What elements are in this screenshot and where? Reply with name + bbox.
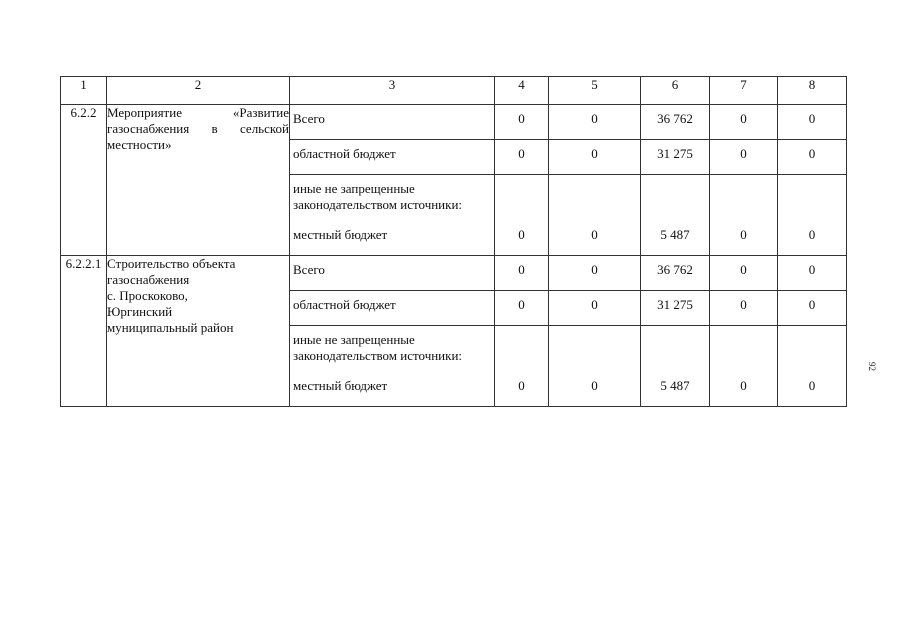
table-row bbox=[61, 105, 847, 140]
value-cell bbox=[549, 326, 641, 407]
local-budget-label: местный бюджет bbox=[293, 227, 388, 242]
value-text: 0 bbox=[518, 378, 525, 393]
source-label bbox=[290, 326, 495, 407]
value-text: 0 bbox=[740, 378, 747, 393]
page-number: 92 bbox=[867, 362, 877, 371]
value-cell bbox=[495, 175, 549, 256]
item-name-line: с. Проскоково, bbox=[107, 288, 188, 303]
value-cell: 0 bbox=[778, 291, 847, 326]
header-cell: 2 bbox=[107, 77, 290, 105]
value-cell: 31 275 bbox=[641, 291, 710, 326]
source-label: Всего bbox=[290, 105, 495, 140]
value-cell: 0 bbox=[778, 140, 847, 175]
header-cell: 3 bbox=[290, 77, 495, 105]
value-cell: 0 bbox=[710, 140, 778, 175]
item-name-line: Строительство объекта bbox=[107, 256, 236, 271]
value-cell: 0 bbox=[710, 291, 778, 326]
value-text: 0 bbox=[808, 378, 816, 393]
value-cell bbox=[641, 326, 710, 407]
source-label-line: иные не запрещенные bbox=[293, 332, 415, 347]
value-cell: 0 bbox=[549, 291, 641, 326]
header-row bbox=[61, 77, 847, 105]
header-cell: 8 bbox=[778, 77, 847, 105]
item-name bbox=[107, 105, 290, 256]
value-cell bbox=[778, 175, 847, 256]
value-cell bbox=[549, 175, 641, 256]
header-cell: 6 bbox=[641, 77, 710, 105]
value-cell bbox=[710, 326, 778, 407]
value-cell: 36 762 bbox=[641, 256, 710, 291]
item-name bbox=[107, 256, 290, 407]
value-cell: 0 bbox=[549, 105, 641, 140]
item-name-line: газоснабжения bbox=[107, 272, 190, 287]
header-cell: 4 bbox=[495, 77, 549, 105]
source-label: Всего bbox=[290, 256, 495, 291]
value-cell: 0 bbox=[549, 256, 641, 291]
value-cell: 0 bbox=[495, 140, 549, 175]
value-cell bbox=[710, 175, 778, 256]
value-cell: 31 275 bbox=[641, 140, 710, 175]
item-name-line: Мероприятие «Развитие bbox=[107, 105, 289, 120]
header-cell: 1 bbox=[61, 77, 107, 105]
value-text: 5 487 bbox=[660, 378, 690, 393]
value-cell: 0 bbox=[710, 256, 778, 291]
item-name-line: Юргинский bbox=[107, 304, 173, 319]
value-cell: 0 bbox=[495, 256, 549, 291]
item-name-line: местности» bbox=[107, 137, 172, 152]
item-name-line: газоснабжения в сельской bbox=[107, 121, 289, 136]
value-cell: 0 bbox=[495, 105, 549, 140]
source-label-line: законодательством источники: bbox=[293, 197, 463, 212]
header-cell: 5 bbox=[549, 77, 641, 105]
value-text: 0 bbox=[740, 227, 747, 242]
value-cell bbox=[778, 326, 847, 407]
source-label-line: законодательством источники: bbox=[293, 348, 463, 363]
value-text: 0 bbox=[808, 227, 816, 242]
budget-table bbox=[60, 76, 847, 407]
value-cell: 0 bbox=[495, 291, 549, 326]
local-budget-label: местный бюджет bbox=[293, 378, 388, 393]
value-text: 0 bbox=[591, 227, 598, 242]
value-text: 0 bbox=[518, 227, 525, 242]
header-cell: 7 bbox=[710, 77, 778, 105]
item-name-line: муниципальный район bbox=[107, 320, 234, 335]
value-text: 5 487 bbox=[660, 227, 690, 242]
table-row bbox=[61, 256, 847, 291]
value-cell: 36 762 bbox=[641, 105, 710, 140]
item-code: 6.2.2.1 bbox=[61, 256, 107, 407]
value-text: 0 bbox=[591, 378, 598, 393]
item-code: 6.2.2 bbox=[61, 105, 107, 256]
value-cell bbox=[495, 326, 549, 407]
value-cell: 0 bbox=[710, 105, 778, 140]
value-cell: 0 bbox=[778, 105, 847, 140]
source-label: областной бюджет bbox=[290, 291, 495, 326]
value-cell: 0 bbox=[549, 140, 641, 175]
source-label bbox=[290, 175, 495, 256]
value-cell bbox=[641, 175, 710, 256]
source-label-line: иные не запрещенные bbox=[293, 181, 415, 196]
value-cell: 0 bbox=[778, 256, 847, 291]
source-label: областной бюджет bbox=[290, 140, 495, 175]
